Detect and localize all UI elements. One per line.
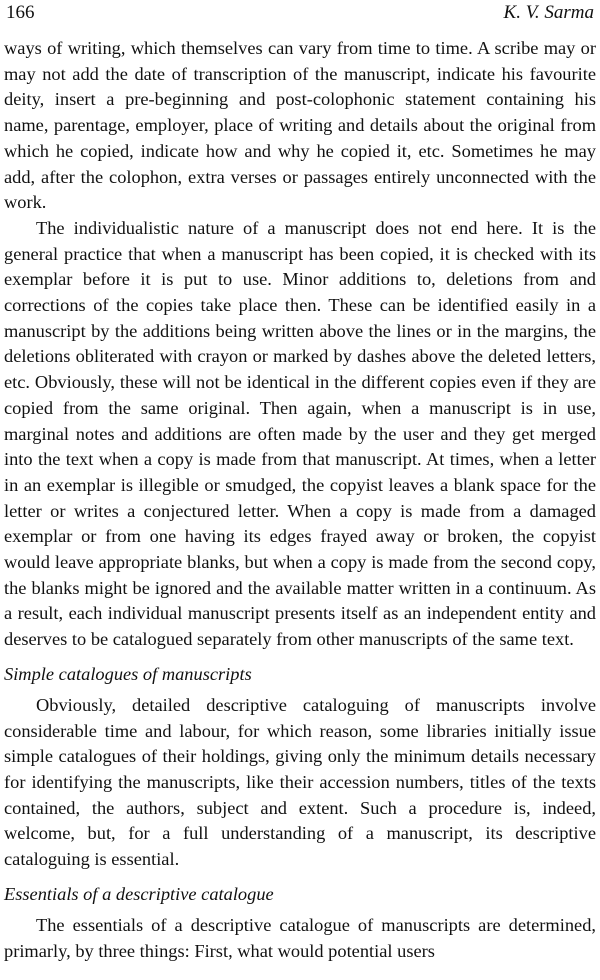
body-text	[4, 36, 596, 964]
running-head-author: K. V. Sarma	[503, 2, 594, 23]
section-heading-simple-catalogues: Simple catalogues of manuscripts	[4, 663, 252, 684]
page-number: 166	[6, 2, 35, 23]
page-header	[4, 0, 596, 30]
section-heading-essentials: Essentials of a descriptive catalogue	[4, 883, 274, 904]
paragraph-simple-catalogues: Obviously, detailed descriptive cataloguing of manuscripts involve considerable time and labour, for which reason, some libraries initially issue simple catalogues of their holdings, giving only the minimum details necessary for identifying the manuscripts, like their accession numbers, titles of the texts contained, the authors, subject and extent. Such a procedure is, indeed, welcome, but, for a full understanding of a manuscript, its descriptive cataloguing is essential.	[4, 694, 596, 870]
paragraph-continuation: ways of writing, which themselves can vary from time to time. A scribe may or may not add the date of transcription of the manuscript, indicate his favourite deity, insert a pre-beginning and post-colophonic statement containing his name, parentage, employer, place of writing and details about the original from which he copied, indicate how and why he copied it, etc. Sometimes he may add, after the colophon, extra verses or passages entirely unconnected with the work.	[4, 38, 596, 213]
paragraph-individualistic-nature: The individualistic nature of a manuscript does not end here. It is the general practice that when a manuscript has been copied, it is checked with its exemplar before it is put to use. Minor additions to, deletions from and corrections of the copies take place then. These can be identified easily in a manuscript by the additions being written above the lines or in the margins, the deletions obliterated with crayon or marked by dashes above the deleted letters, etc. Obviously, these will not be identical in the different copies even if they are copied from the same original. Then again, when a manuscript is in use, marginal notes and additions are often made by the user and they get merged into the text when a copy is made from that manuscript. At times, when a letter in an exemplar is illegible or smudged, the copyist leaves a blank space for the letter or writes a conjectured letter. When a copy is made from a damaged exemplar or from one having its edges frayed away or broken, the copyist would leave appropriate blanks, but when a copy is made from the second copy, the blanks might be ignored and the available matter written in a continuum. As a result, each individual manuscript presents itself as an independent entity and deserves to be catalogued separately from other manuscripts of the same text.	[4, 217, 596, 650]
paragraph-essentials: The essentials of a descriptive catalogue of manuscripts are determined, primarly, by three things: First, what would potential users	[4, 914, 596, 961]
